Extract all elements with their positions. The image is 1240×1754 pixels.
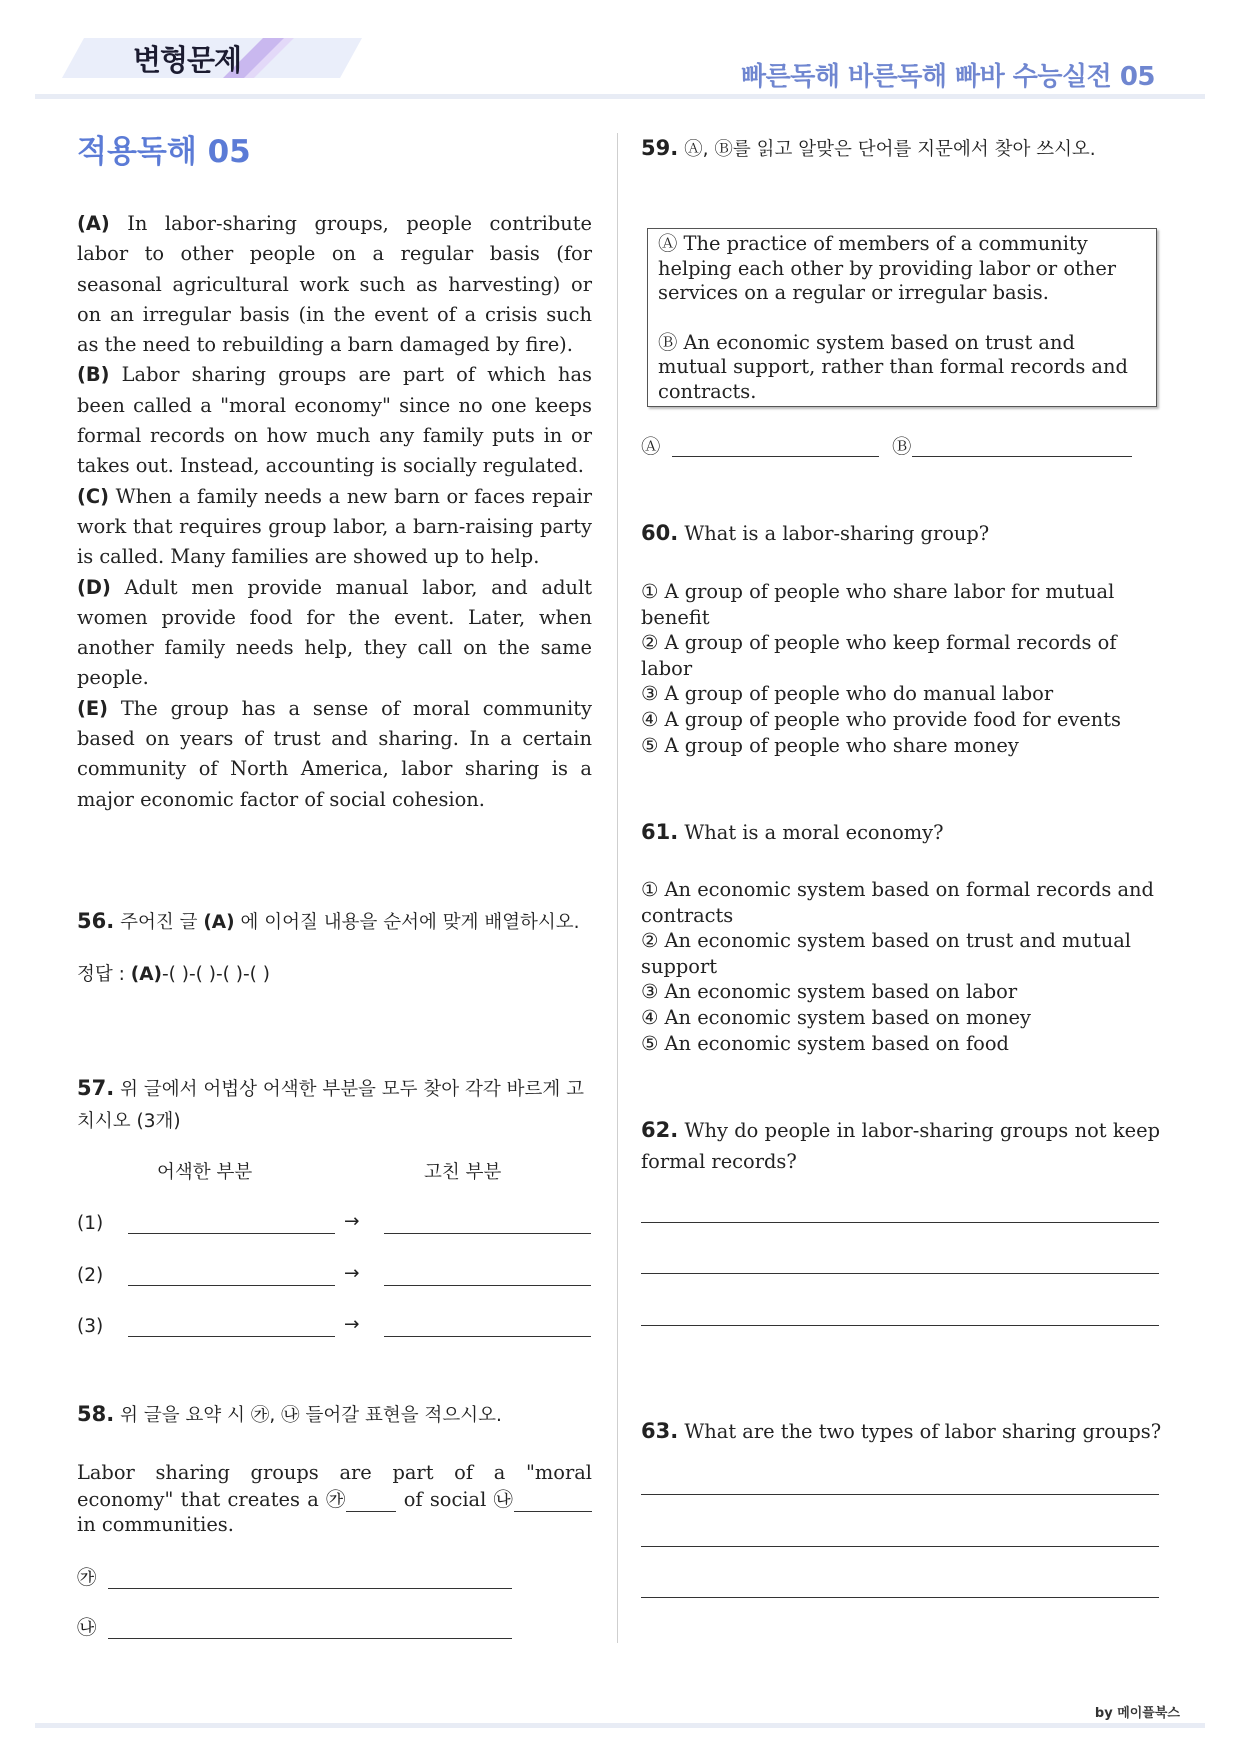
paragraph-text: The group has a sense of moral community based on years of trust and sharing. In a certain community of North America, labor sharing is a major economic factor of social cohesion.: [77, 696, 592, 811]
option[interactable]: ④ An economic system based on money: [641, 1005, 1031, 1029]
question-number: 61.: [641, 820, 679, 844]
option[interactable]: ③ A group of people who do manual labor: [641, 682, 1054, 706]
question-57: [77, 1072, 592, 1138]
option[interactable]: ① An economic system based on formal records and contracts: [641, 878, 1154, 927]
wrong-answer-line[interactable]: [128, 1336, 335, 1337]
question-number: 56.: [77, 909, 115, 933]
option[interactable]: ③ An economic system based on labor: [641, 980, 1018, 1004]
definition-a: Ⓐ The practice of members of a community helping each other by providing labor or other services on a regular or irregular basis.: [658, 232, 1117, 304]
prompt-text: What is a moral economy?: [678, 821, 944, 844]
arrow: →: [344, 1263, 360, 1284]
prompt-text: Why do people in labor-sharing groups not keep formal records?: [641, 1119, 1160, 1173]
prompt-text: 에 이어질 내용을 순서에 맞게 배열하시오.: [234, 912, 580, 933]
question-63: [641, 1415, 1171, 1448]
question-prompt: [641, 1115, 1160, 1177]
paragraph-label: (C): [77, 484, 109, 508]
prompt-text: 위 글에서 어법상 어색한 부분을 모두 찾아 각각 바르게 고치시오 (3개): [77, 1079, 585, 1132]
question-number: 63.: [641, 1419, 679, 1443]
question-56: [77, 905, 592, 991]
paragraph-text: Adult men provide manual labor, and adult women provide food for the event. Later, when another family needs help, they call on the same people.: [77, 575, 592, 690]
paragraph-label: (D): [77, 575, 111, 599]
option[interactable]: ② A group of people who keep formal records of labor: [641, 631, 1117, 680]
question-prompt: [641, 517, 1161, 550]
answer-marker-b: ㉯: [77, 1616, 97, 1639]
prompt-text: What are the two types of labor sharing groups?: [678, 1420, 1162, 1443]
passage-paragraph-d: [77, 573, 592, 694]
question-61: [641, 816, 1161, 849]
fixed-answer-line[interactable]: [384, 1336, 591, 1337]
question-prompt: [77, 1398, 597, 1432]
row-label: (3): [77, 1316, 104, 1337]
column-header-fixed: 고친 부분: [424, 1162, 502, 1183]
row-label: (2): [77, 1265, 104, 1286]
option[interactable]: ① A group of people who share labor for mutual benefit: [641, 580, 1115, 629]
prompt-label: (A): [203, 912, 235, 933]
answer-line-b[interactable]: [912, 456, 1132, 457]
answer-blanks[interactable]: -( )-( )-( )-( ): [161, 964, 270, 985]
question-number: 58.: [77, 1402, 115, 1426]
passage-paragraph-c: [77, 482, 592, 573]
summary-text: [77, 1460, 592, 1538]
passage: [77, 209, 592, 815]
paragraph-label: (A): [77, 212, 110, 235]
option[interactable]: ⑤ An economic system based on food: [641, 1031, 1009, 1055]
q61-options: [641, 877, 1161, 1056]
left-column: [77, 126, 592, 815]
section-title: 적용독해 05: [77, 134, 251, 170]
answer-line[interactable]: [641, 1494, 1159, 1495]
answer-line[interactable]: [641, 1546, 1159, 1547]
question-number: 62.: [641, 1118, 679, 1142]
answer-line-a[interactable]: [672, 456, 879, 457]
prompt-text: What is a labor-sharing group?: [678, 522, 990, 545]
arrow: →: [344, 1314, 360, 1335]
question-59: [641, 132, 1121, 166]
answer-marker-a: Ⓐ: [641, 435, 661, 458]
answer-line[interactable]: [641, 1597, 1159, 1598]
fixed-answer-line[interactable]: [384, 1285, 591, 1286]
summary-part: of social: [396, 1487, 494, 1511]
question-60: [641, 517, 1161, 550]
q58-summary: [77, 1460, 592, 1538]
paragraph-text: Labor sharing groups are part of which has been called a "moral economy" since no one keeps formal records on how much any family puts in or takes out. Instead, accounting is socially regulated.: [77, 363, 592, 478]
column-divider: [617, 133, 618, 1643]
answer-line[interactable]: [641, 1273, 1159, 1274]
summary-part: Labor sharing groups are part of a "moral economy" that creates a: [77, 1461, 592, 1511]
question-prompt: [77, 1072, 592, 1138]
definition-box: [647, 228, 1157, 407]
arrow: →: [344, 1211, 360, 1232]
q60-options: [641, 579, 1161, 758]
answer-marker-a: ㉮: [77, 1566, 97, 1589]
question-62: [641, 1115, 1160, 1177]
answer-label: 정답 :: [77, 964, 131, 985]
prompt-text: Ⓐ, Ⓑ를 읽고 알맞은 단어를 지문에서 찾아 쓰시오.: [678, 139, 1096, 160]
definition-b: Ⓑ An economic system based on trust and mutual support, rather than formal records and contracts.: [658, 330, 1128, 403]
answer-line-a[interactable]: [108, 1588, 512, 1589]
answer-marker-b: Ⓑ: [892, 435, 912, 458]
paragraph-text: When a family needs a new barn or faces repair work that requires group labor, a barn-raising party is called. Many families are showed up to help.: [77, 484, 592, 569]
question-prompt: [641, 1415, 1171, 1448]
answer-line-b[interactable]: [108, 1638, 512, 1639]
answer-line[interactable]: [641, 1325, 1159, 1326]
blank-b[interactable]: [514, 1486, 592, 1513]
row-label: (1): [77, 1213, 104, 1234]
wrong-answer-line[interactable]: [128, 1285, 335, 1286]
wrong-answer-line[interactable]: [128, 1233, 335, 1234]
footer-rule: [35, 1723, 1205, 1728]
series-title: 빠른독해 바른독해 빠바 수능실전 05: [740, 62, 1155, 92]
header-badge: 변형문제: [133, 43, 242, 77]
answer-line: [77, 959, 592, 991]
paragraph-label: (B): [77, 363, 110, 387]
passage-paragraph-a: [77, 209, 592, 360]
footer-credit: by 메이플북스: [1094, 1706, 1180, 1721]
prompt-text: 주어진 글: [114, 912, 204, 933]
question-number: 57.: [77, 1076, 115, 1100]
paragraph-label: (E): [77, 696, 108, 720]
prompt-text: 위 글을 요약 시 ㉮, ㉯ 들어갈 표현을 적으시오.: [114, 1405, 502, 1426]
blank-a[interactable]: [346, 1486, 396, 1513]
blank-marker-b: ㉯: [493, 1487, 515, 1511]
answer-start: (A): [130, 964, 162, 985]
option[interactable]: ② An economic system based on trust and mutual support: [641, 929, 1131, 978]
answer-line[interactable]: [641, 1222, 1159, 1223]
option[interactable]: ④ A group of people who provide food for events: [641, 707, 1121, 731]
passage-paragraph-e: [77, 694, 592, 815]
option[interactable]: ⑤ A group of people who share money: [641, 733, 1019, 757]
header-rule: [35, 94, 1205, 99]
question-number: 60.: [641, 521, 679, 545]
question-prompt: [641, 816, 1161, 849]
question-number: 59.: [641, 136, 679, 160]
fixed-answer-line[interactable]: [384, 1233, 591, 1234]
question-58: [77, 1398, 597, 1432]
summary-part: in communities.: [77, 1513, 234, 1537]
column-header-wrong: 어색한 부분: [157, 1162, 253, 1183]
paragraph-text: In labor-sharing groups, people contribute labor to other people on a regular basis (for seasonal agricultural work such as harvesting) or on an irregular basis (in the event of a crisis such as the need to rebuilding a barn damaged by fire).: [77, 212, 592, 357]
passage-paragraph-b: [77, 360, 592, 481]
question-prompt: [77, 905, 592, 939]
blank-marker-a: ㉮: [326, 1487, 347, 1511]
question-prompt: [641, 132, 1121, 166]
